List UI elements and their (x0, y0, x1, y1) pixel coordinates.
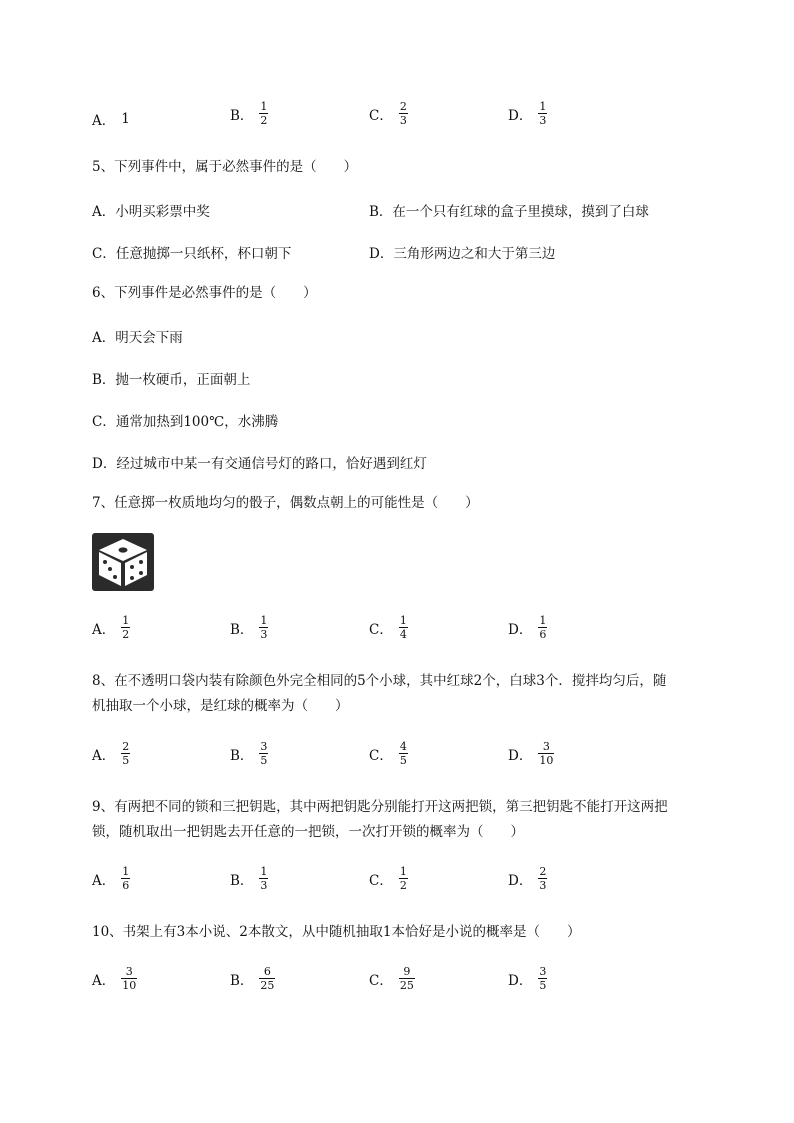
denominator: 5 (399, 754, 407, 767)
denominator: 5 (122, 754, 130, 767)
fraction (538, 101, 547, 126)
numerator: 1 (260, 100, 268, 113)
option-text: 三角形两边之和大于第三边 (393, 246, 556, 262)
fraction (538, 741, 554, 766)
numerator: 1 (122, 614, 130, 627)
q7-option-d (508, 615, 547, 640)
q7-option-c (369, 615, 408, 640)
option-value: 1 (121, 111, 130, 127)
fraction (399, 741, 408, 766)
q10-option-a (92, 966, 137, 991)
numerator: 1 (260, 614, 268, 627)
option-label: D． (508, 972, 533, 989)
q9-stem-line2: 锁，随机取出一把钥匙去开任意的一把锁，一次打开锁的概率为（ ） (92, 824, 524, 840)
numerator: 1 (539, 100, 547, 113)
numerator: 1 (399, 614, 407, 627)
q5-option-a (92, 200, 210, 220)
denominator: 5 (539, 979, 547, 992)
q5-option-d (369, 242, 555, 262)
fraction (121, 966, 137, 991)
fraction (399, 615, 408, 640)
q10-option-b (230, 966, 275, 991)
q9-option-a (92, 866, 130, 891)
denominator: 6 (122, 879, 130, 892)
denominator: 10 (539, 754, 554, 767)
numerator: 1 (539, 614, 547, 627)
denominator: 6 (539, 628, 547, 641)
option-label: D． (508, 747, 533, 764)
option-label: B． (369, 204, 393, 220)
fraction (259, 741, 268, 766)
dice-icon (92, 533, 154, 591)
fraction (121, 615, 130, 640)
q8-stem-line2: 机抽取一个小球，是红球的概率为（ ） (92, 698, 349, 714)
option-label: C． (369, 747, 393, 764)
q9-option-b (230, 866, 268, 891)
option-text: 经过城市中某一有交通信号灯的路口，恰好遇到红灯 (116, 456, 427, 472)
option-label: C． (369, 107, 393, 124)
option-text: 在一个只有红球的盒子里摸球，摸到了白球 (392, 204, 649, 220)
fraction (399, 101, 408, 126)
option-label: D． (508, 621, 533, 638)
q5-stem: 5、下列事件中，属于必然事件的是（ ） (92, 159, 358, 175)
numerator: 4 (399, 740, 407, 753)
option-label: D． (92, 456, 117, 472)
numerator: 2 (539, 865, 547, 878)
numerator: 3 (125, 965, 133, 978)
numerator: 6 (263, 965, 271, 978)
denominator: 2 (399, 879, 407, 892)
option-text: 通常加热到100℃，水沸腾 (115, 414, 279, 430)
q8-option-b (230, 741, 268, 766)
option-label: A． (92, 972, 116, 989)
numerator: 3 (542, 740, 550, 753)
numerator: 1 (399, 865, 407, 878)
numerator: 9 (403, 965, 411, 978)
option-label: B． (230, 872, 254, 889)
q4-option-b (230, 101, 268, 126)
q8-option-a (92, 741, 130, 766)
numerator: 2 (122, 740, 130, 753)
option-text: 明天会下雨 (115, 330, 183, 346)
denominator: 3 (260, 628, 268, 641)
denominator: 2 (122, 628, 130, 641)
q10-stem: 10、书架上有3本小说、2本散文，从中随机抽取1本恰好是小说的概率是（ ） (92, 924, 581, 940)
option-label: C． (369, 621, 393, 638)
fraction (259, 615, 268, 640)
option-label: B． (230, 621, 254, 638)
fraction (538, 966, 547, 991)
denominator: 3 (539, 114, 547, 127)
denominator: 25 (260, 979, 275, 992)
denominator: 10 (122, 979, 137, 992)
fraction (259, 101, 268, 126)
q8-stem-line1: 8、在不透明口袋内装有除颜色外完全相同的5个小球，其中红球2个，白球3个．搅拌均匀后，随 (92, 673, 667, 689)
dice-image (92, 533, 154, 591)
option-label: D． (369, 246, 394, 262)
denominator: 3 (539, 879, 547, 892)
q6-option-a (92, 326, 183, 346)
q6-option-d (92, 452, 427, 472)
option-label: C． (92, 414, 116, 430)
option-label: B． (230, 747, 254, 764)
option-text: 小明买彩票中奖 (115, 204, 210, 220)
q5-option-b (369, 200, 649, 220)
option-label: A． (92, 621, 116, 638)
q6-option-b (92, 368, 250, 388)
option-text: 任意抛掷一只纸杯，杯口朝下 (115, 246, 292, 262)
q7-option-a (92, 615, 130, 640)
q4-option-c (369, 101, 408, 126)
option-label: A． (92, 872, 116, 889)
option-label: B． (230, 107, 254, 124)
denominator: 5 (260, 754, 268, 767)
denominator: 3 (260, 879, 268, 892)
option-label: C． (92, 246, 116, 262)
q4-option-d (508, 101, 547, 126)
q4-option-a (92, 109, 130, 129)
option-label: C． (369, 972, 393, 989)
denominator: 25 (399, 979, 414, 992)
q9-option-d (508, 866, 547, 891)
option-label: B． (230, 972, 254, 989)
option-label: A． (92, 113, 116, 129)
q6-stem: 6、下列事件是必然事件的是（ ） (92, 285, 317, 301)
fraction (121, 866, 130, 891)
q8-option-c (369, 741, 408, 766)
option-label: D． (508, 872, 533, 889)
numerator: 3 (260, 740, 268, 753)
q9-stem-line1: 9、有两把不同的锁和三把钥匙，其中两把钥匙分别能打开这两把锁，第三把钥匙不能打开这两把 (92, 799, 668, 815)
q7-option-b (230, 615, 268, 640)
numerator: 1 (260, 865, 268, 878)
denominator: 2 (260, 114, 268, 127)
fraction (121, 741, 130, 766)
option-label: C． (369, 872, 393, 889)
q5-option-c (92, 242, 291, 262)
option-label: A． (92, 330, 116, 346)
numerator: 2 (399, 100, 407, 113)
option-label: A． (92, 204, 116, 220)
fraction (538, 866, 547, 891)
q10-option-d (508, 966, 547, 991)
q10-option-c (369, 966, 415, 991)
option-label: B． (92, 372, 116, 388)
fraction (399, 866, 408, 891)
fraction (399, 966, 415, 991)
fraction (538, 615, 547, 640)
denominator: 3 (399, 114, 407, 127)
q7-stem: 7、任意掷一枚质地均匀的骰子，偶数点朝上的可能性是（ ） (92, 495, 479, 511)
numerator: 3 (539, 965, 547, 978)
option-text: 抛一枚硬币，正面朝上 (115, 372, 251, 388)
option-label: A． (92, 747, 116, 764)
denominator: 4 (399, 628, 407, 641)
q9-option-c (369, 866, 408, 891)
q8-option-d (508, 741, 554, 766)
fraction (259, 966, 275, 991)
q6-option-c (92, 410, 278, 430)
numerator: 1 (122, 865, 130, 878)
option-label: D． (508, 107, 533, 124)
fraction (259, 866, 268, 891)
